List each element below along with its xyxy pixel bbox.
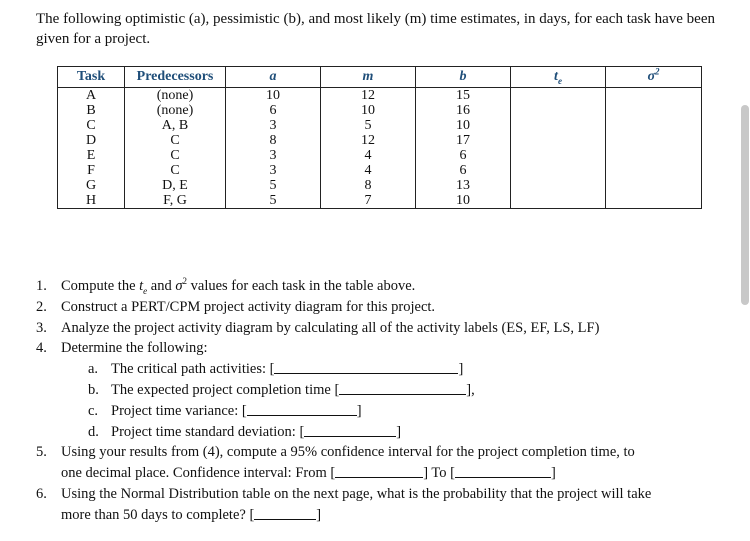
predecessors-cell: C	[125, 148, 226, 163]
predecessors-cell: (none)	[125, 88, 226, 104]
te-cell[interactable]	[511, 163, 606, 178]
b-cell: 13	[416, 178, 511, 193]
ci-to-blank[interactable]	[455, 463, 551, 478]
header-variance: $\sigma^2$	[606, 67, 702, 88]
header-a: a	[226, 67, 321, 88]
question-6: 6. Using the Normal Distribution table on the next page, what is the probability that the project will take more than 50 days to complete? [ ]	[36, 485, 652, 523]
question-5: 5. Using your results from (4), compute a 95% confidence interval for the project completion time, to one decimal place. Confidence interval: From [ ] To [ ]	[36, 444, 635, 482]
question-1: 1. Compute the $t_e$ and $\sigma^2$ values for each task in the table above.	[36, 276, 416, 296]
a-cell: 3	[226, 148, 321, 163]
intro-paragraph: The following optimistic (a), pessimistic (b), and most likely (m) time estimates, in days, for each task have been given for a project.	[36, 11, 715, 47]
std-dev-blank[interactable]	[304, 422, 396, 437]
scrollbar-thumb[interactable]	[741, 105, 749, 305]
variance-cell[interactable]	[606, 88, 702, 104]
a-cell: 10	[226, 88, 321, 104]
variance-cell[interactable]	[606, 163, 702, 178]
question-2: 2. Construct a PERT/CPM project activity diagram for this project.	[36, 298, 436, 315]
b-cell: 10	[416, 193, 511, 209]
header-te: $t_e$	[511, 67, 606, 88]
a-cell: 5	[226, 193, 321, 209]
table-row	[58, 88, 702, 104]
m-cell: 10	[321, 103, 416, 118]
te-cell[interactable]	[511, 118, 606, 133]
te-cell[interactable]	[511, 133, 606, 148]
table-header-row	[58, 67, 702, 88]
probability-blank[interactable]	[254, 505, 316, 520]
a-cell: 3	[226, 118, 321, 133]
b-cell: 6	[416, 163, 511, 178]
variance-cell[interactable]	[606, 193, 702, 209]
te-cell[interactable]	[511, 103, 606, 118]
task-cell: E	[58, 148, 125, 163]
task-cell: A	[58, 88, 125, 104]
te-cell[interactable]	[511, 148, 606, 163]
b-cell: 15	[416, 88, 511, 104]
table-row	[58, 118, 702, 133]
header-task: Task	[58, 67, 125, 88]
table-row	[58, 133, 702, 148]
table-row	[58, 193, 702, 209]
predecessors-cell: A, B	[125, 118, 226, 133]
variance-cell[interactable]	[606, 103, 702, 118]
predecessors-cell: (none)	[125, 103, 226, 118]
question-4c: c. Project time variance: [ ]	[88, 402, 362, 419]
task-cell: F	[58, 163, 125, 178]
question-4a: a. The critical path activities: [ ]	[88, 361, 464, 378]
critical-path-blank[interactable]	[274, 359, 458, 374]
ci-from-blank[interactable]	[335, 463, 423, 478]
m-cell: 8	[321, 178, 416, 193]
m-cell: 12	[321, 133, 416, 148]
b-cell: 6	[416, 148, 511, 163]
predecessors-cell: F, G	[125, 193, 226, 209]
variance-cell[interactable]	[606, 133, 702, 148]
header-predecessors: Predecessors	[125, 67, 226, 88]
completion-time-blank[interactable]	[339, 380, 466, 395]
variance-cell[interactable]	[606, 118, 702, 133]
predecessors-cell: C	[125, 163, 226, 178]
task-cell: G	[58, 178, 125, 193]
a-cell: 6	[226, 103, 321, 118]
te-cell[interactable]	[511, 178, 606, 193]
table-row	[58, 163, 702, 178]
a-cell: 5	[226, 178, 321, 193]
te-cell[interactable]	[511, 88, 606, 104]
m-cell: 7	[321, 193, 416, 209]
m-cell: 5	[321, 118, 416, 133]
b-cell: 17	[416, 133, 511, 148]
task-cell: D	[58, 133, 125, 148]
a-cell: 3	[226, 163, 321, 178]
question-list	[36, 276, 726, 526]
b-cell: 10	[416, 118, 511, 133]
variance-cell[interactable]	[606, 178, 702, 193]
task-cell: H	[58, 193, 125, 209]
question-3: 3. Analyze the project activity diagram by calculating all of the activity labels (ES, EF, LS, LF)	[36, 319, 600, 336]
task-cell: C	[58, 118, 125, 133]
m-cell: 4	[321, 163, 416, 178]
variance-blank[interactable]	[247, 401, 357, 416]
task-cell: B	[58, 103, 125, 118]
header-b: b	[416, 67, 511, 88]
question-4: 4. Determine the following:	[36, 340, 208, 357]
predecessors-cell: D, E	[125, 178, 226, 193]
b-cell: 16	[416, 103, 511, 118]
te-cell[interactable]	[511, 193, 606, 209]
predecessors-cell: C	[125, 133, 226, 148]
table-row	[58, 178, 702, 193]
estimates-table	[57, 66, 702, 209]
table-row	[58, 148, 702, 163]
a-cell: 8	[226, 133, 321, 148]
m-cell: 4	[321, 148, 416, 163]
header-m: m	[321, 67, 416, 88]
question-4b: b. The expected project completion time [ ],	[88, 381, 475, 398]
variance-cell[interactable]	[606, 148, 702, 163]
table-row	[58, 103, 702, 118]
question-4d: d. Project time standard deviation: [ ]	[88, 423, 402, 440]
m-cell: 12	[321, 88, 416, 104]
